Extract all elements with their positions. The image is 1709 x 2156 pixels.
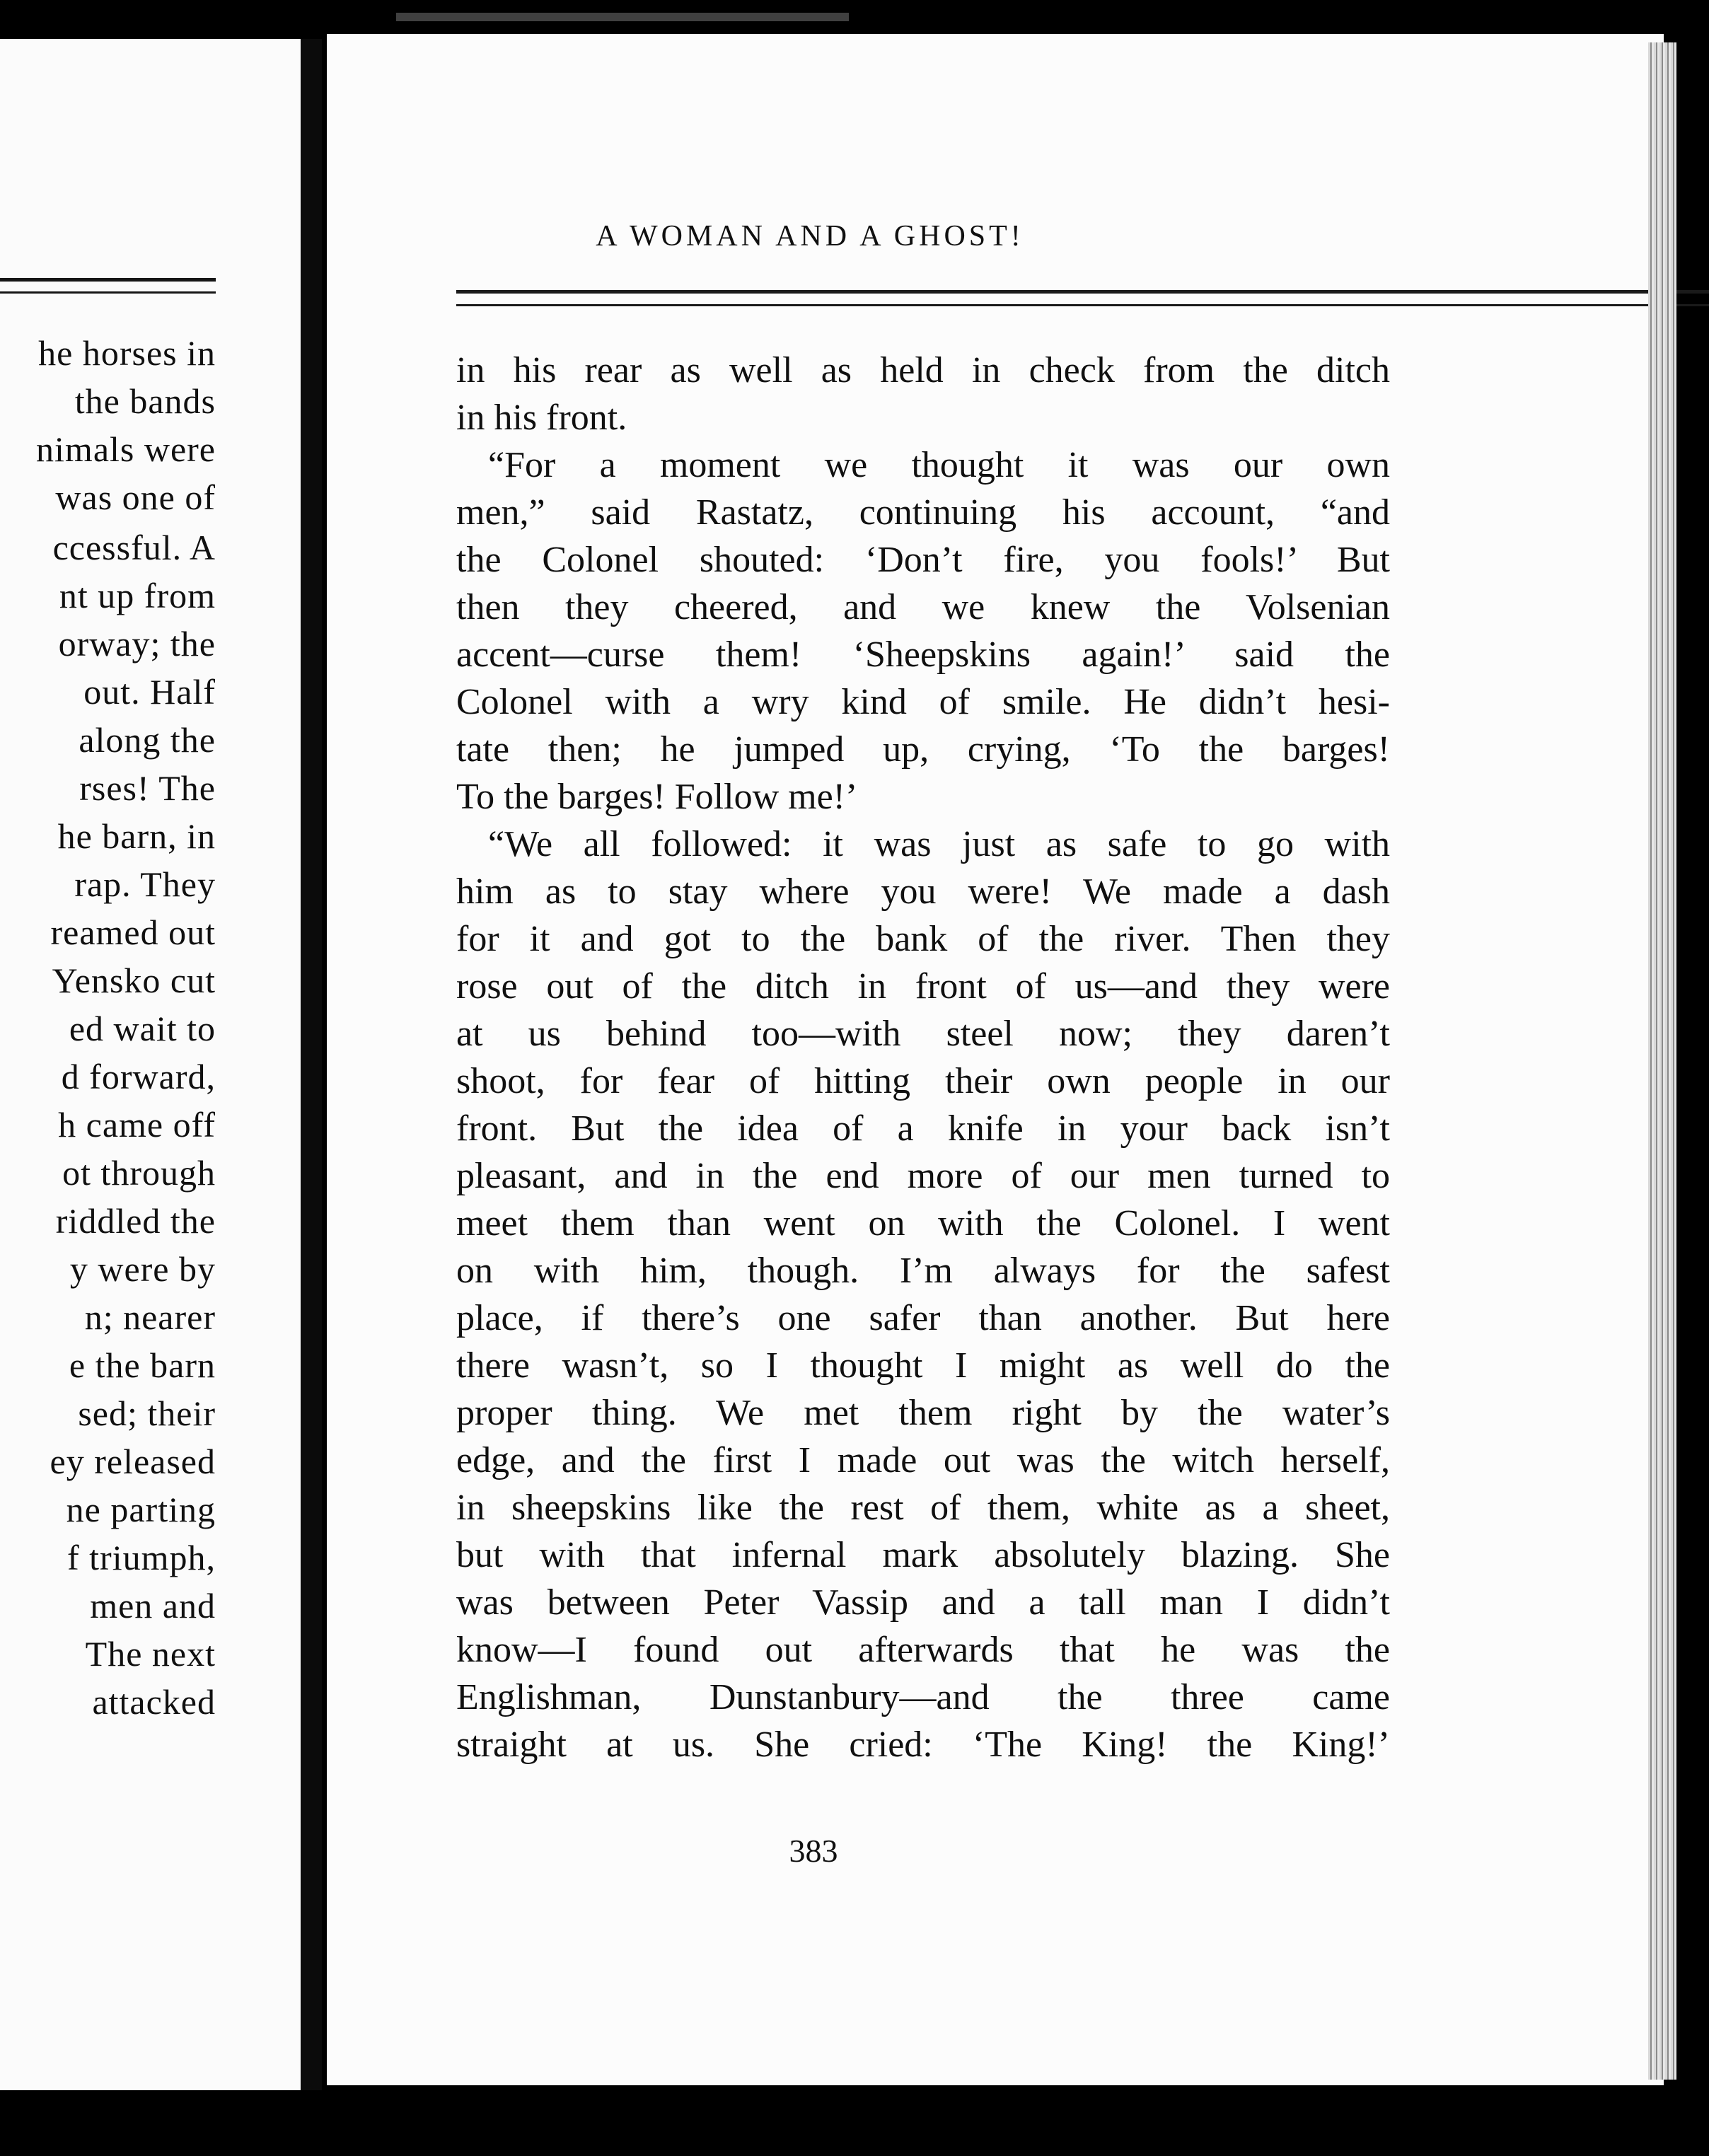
left-page-line: reamed out [50, 912, 216, 952]
text-line: there wasn’t, so I thought I might as well do the [456, 1345, 1390, 1386]
left-page-line: ey released [50, 1442, 216, 1481]
text-line: was between Peter Vassip and a tall man I didn’t [456, 1582, 1390, 1623]
text-line: rose out of the ditch in front of us—and they were [456, 966, 1390, 1007]
left-page-line: the bands [74, 381, 216, 421]
text-line: in his rear as well as held in check from the ditch [456, 350, 1390, 390]
text-line: then they cheered, and we knew the Volsenian [456, 587, 1390, 627]
left-page-line: h came off [58, 1105, 216, 1144]
text-line: on with him, though. I’m always for the safest [456, 1251, 1390, 1291]
text-line: in his front. [456, 398, 627, 438]
text-line: proper thing. We met them right by the water’s [456, 1393, 1390, 1433]
left-page-line: rses! The [79, 768, 216, 808]
text-line: shoot, for fear of hitting their own people in our [456, 1061, 1390, 1101]
left-page-line: nt up from [59, 576, 216, 615]
text-line: To the barges! Follow me!’ [456, 777, 858, 817]
left-page-line: n; nearer [84, 1297, 216, 1337]
left-page-line: men and [90, 1586, 216, 1625]
page-number: 383 [789, 1833, 838, 1869]
left-page-line: riddled the [55, 1201, 216, 1241]
left-page-line: along the [79, 720, 216, 760]
body-text [456, 347, 1390, 1768]
left-page-line: was one of [55, 477, 216, 517]
left-page-line: d forward, [61, 1057, 216, 1096]
text-line: Englishman, Dunstanbury—and the three came [456, 1677, 1390, 1717]
left-header-rule [0, 278, 216, 282]
text-line: men,” said Rastatz, continuing his account, “and [456, 492, 1390, 533]
left-page-text [0, 329, 216, 1726]
left-page-line: nimals were [36, 429, 216, 469]
text-line: place, if there’s one safer than another. But here [456, 1298, 1390, 1338]
left-page-line: ot through [62, 1153, 216, 1193]
text-line: front. But the idea of a knife in your back isn’t [456, 1108, 1390, 1149]
left-page-line: rap. They [74, 864, 216, 904]
text-line: know—I found out afterwards that he was the [456, 1630, 1390, 1670]
left-page-line: Yensko cut [52, 961, 216, 1000]
header-rule-thin [456, 304, 1709, 306]
text-line: edge, and the first I made out was the witch herself, [456, 1440, 1390, 1480]
running-head: A WOMAN AND A GHOST! [596, 220, 1024, 253]
text-line: Colonel with a wry kind of smile. He didn’t hesi- [456, 682, 1390, 722]
page-edges [1648, 42, 1676, 2080]
text-line: at us behind too—with steel now; they daren’t [456, 1014, 1390, 1054]
left-page-line: out. Half [83, 672, 216, 712]
left-page-line: he horses in [38, 333, 216, 373]
left-page-line: The next [85, 1634, 216, 1674]
left-page-line: attacked [92, 1682, 216, 1722]
text-line: accent—curse them! ‘Sheepskins again!’ said the [456, 634, 1390, 675]
header-rule [456, 290, 1709, 294]
left-page-line: ne parting [66, 1490, 216, 1529]
text-line: straight at us. She cried: ‘The King! the King!’ [456, 1725, 1390, 1765]
left-header-rule-thin [0, 291, 216, 294]
text-line: tate then; he jumped up, crying, ‘To the barges! [456, 729, 1390, 770]
left-page-line: f triumph, [67, 1538, 216, 1577]
text-line: in sheepskins like the rest of them, white as a sheet, [456, 1488, 1390, 1528]
text-line: him as to stay where you were! We made a dash [456, 871, 1390, 912]
book-gutter [301, 39, 322, 2090]
left-page-line: y were by [69, 1249, 216, 1289]
left-page [0, 39, 318, 2090]
left-page-line: he barn, in [57, 816, 216, 856]
text-line: “For a moment we thought it was our own [488, 445, 1390, 485]
text-line: meet them than went on with the Colonel. I went [456, 1203, 1390, 1244]
left-page-line: e the barn [69, 1345, 216, 1385]
text-line: pleasant, and in the end more of our men turned to [456, 1156, 1390, 1196]
left-page-line: ed wait to [69, 1009, 216, 1048]
text-line: “We all followed: it was just as safe to go with [488, 824, 1390, 864]
text-line: but with that infernal mark absolutely blazing. She [456, 1535, 1390, 1575]
left-page-line: orway; the [58, 624, 216, 663]
text-line: the Colonel shouted: ‘Don’t fire, you fools!’ But [456, 540, 1390, 580]
text-line: for it and got to the bank of the river. Then they [456, 919, 1390, 959]
left-page-line: sed; their [78, 1393, 216, 1433]
left-page-line: ccessful. A [52, 528, 216, 567]
